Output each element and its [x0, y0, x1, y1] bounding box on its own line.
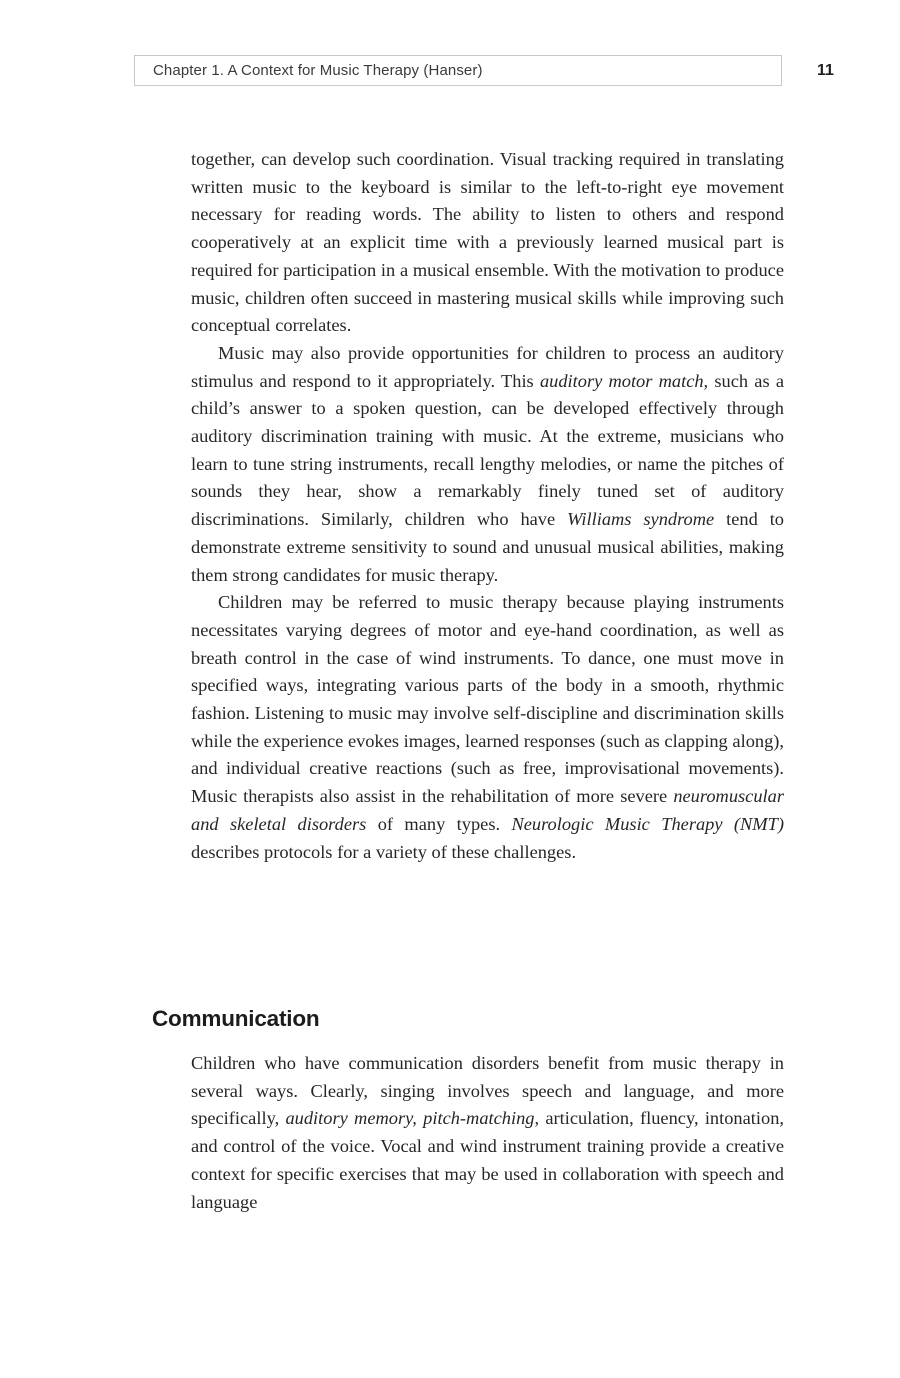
section-heading-communication: Communication [152, 1006, 320, 1031]
paragraph-text: describes protocols for a variety of these challenges. [191, 841, 577, 862]
term-williams-syndrome: Williams syndrome [567, 509, 715, 530]
term-neuromuscular-disorders: neuromuscular and skeletal disorders [191, 786, 784, 834]
term-auditory-memory: auditory memory, pitch-matching, [285, 1108, 540, 1129]
body-text-block [191, 146, 784, 866]
paragraph-motor [191, 589, 784, 866]
paragraph-text: Music may also provide opportunities for children to process an auditory stimulus and respond to it appropriately. This [191, 342, 784, 391]
section-body-text [191, 1050, 784, 1216]
paragraph-auditory [191, 340, 784, 589]
paragraph-communication [191, 1050, 784, 1216]
paragraph-text: articulation, fluency, intonation, and control of the voice. Vocal and wind instrument training provide a creative context for specific exercises that may be used in collaboration with speech and language [191, 1108, 784, 1212]
paragraph-text: tend to demonstrate extreme sensitivity to sound and unusual musical abilities, making them strong candidates for music therapy. [191, 509, 785, 585]
paragraph-text: such as a child’s answer to a spoken question, can be developed effectively through auditory discrimination training with music. At the extreme, musicians who learn to tune string instruments, recall lengthy melodies, or name the pitches of sounds they hear, show a remarkably finely tuned set of auditory discriminations. Similarly, children who have [191, 370, 784, 530]
term-auditory-motor-match: auditory motor match, [539, 370, 709, 391]
paragraph-continued: together, can develop such coordination. Visual tracking required in translating written music to the keyboard is similar to the left-to-right eye movement necessary for reading words. The ability to listen to others and respond cooperatively at an explicit time with a previously learned musical part is required for participation in a musical ensemble. With the motivation to produce music, children often succeed in mastering musical skills while improving such conceptual correlates. [191, 149, 784, 336]
page-number: 11 [817, 62, 834, 79]
running-head: Chapter 1. A Context for Music Therapy (Hanser) [134, 55, 782, 86]
term-nmt: Neurologic Music Therapy (NMT) [511, 813, 784, 834]
paragraph-text: Children may be referred to music therapy because playing instruments necessitates varying degrees of motor and eye-hand coordination, as well as breath control in the case of wind instruments. To dance, one must move in specified ways, integrating various parts of the body in a smooth, rhythmic fashion. Listening to music may involve self-discipline and discrimination skills while the experience evokes images, learned responses (such as clapping along), and individual creative reactions (such as free, improvisational movements). Music therapists also assist in the rehabilitation of more severe [191, 592, 784, 807]
paragraph-text: of many types. [366, 813, 512, 834]
paragraph-text: Children who have communication disorders benefit from music therapy in several ways. Clearly, singing involves speech and language, and more specifically, [191, 1053, 784, 1129]
